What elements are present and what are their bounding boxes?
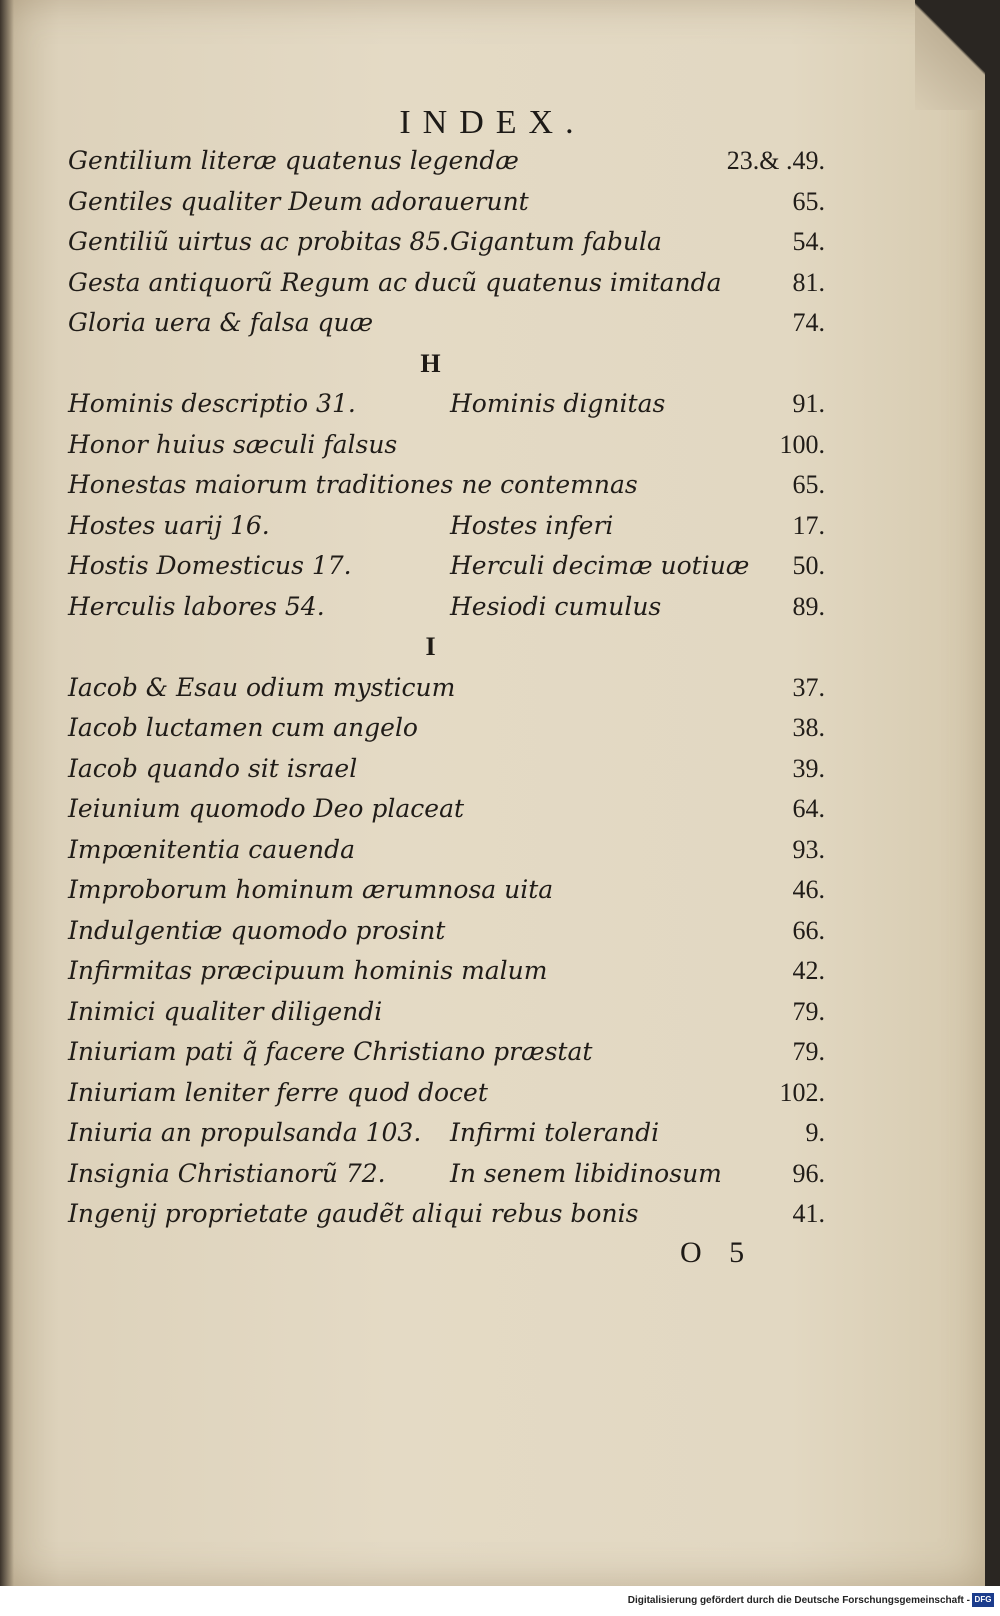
index-entries bbox=[0, 140, 985, 1234]
index-entry bbox=[0, 869, 985, 910]
page-number: 42. bbox=[792, 956, 825, 985]
section-letter bbox=[0, 343, 985, 384]
index-entry bbox=[0, 383, 985, 424]
index-entry bbox=[0, 829, 985, 870]
entry-text-second: In senem libidinosum bbox=[450, 1158, 722, 1188]
entry-text: Ingenij proprietate gaudẽt aliqui rebus bonis bbox=[68, 1199, 639, 1228]
entry-text-second: Infirmi tolerandi bbox=[450, 1118, 660, 1147]
page-number: 23.& .49. bbox=[726, 146, 825, 175]
page-number: 100. bbox=[779, 429, 825, 459]
index-entry bbox=[0, 991, 985, 1032]
index-entry bbox=[0, 221, 985, 262]
footer-bar bbox=[0, 1586, 1000, 1616]
entry-text: Hominis descriptio 31. bbox=[68, 389, 356, 418]
page-number: 93. bbox=[792, 834, 825, 864]
page-number: 91. bbox=[792, 389, 825, 418]
page-number: 81. bbox=[792, 267, 825, 297]
entry-text: Iacob & Esau odium mysticum bbox=[68, 672, 456, 702]
entry-text: Ieiunium quomodo Deo placeat bbox=[68, 794, 465, 823]
page-number: 50. bbox=[792, 551, 825, 580]
index-entry bbox=[0, 1193, 985, 1234]
index-entry bbox=[0, 140, 985, 181]
page-header: INDEX. bbox=[399, 104, 586, 141]
page-number: 96. bbox=[792, 1158, 825, 1188]
entry-text-second: Hostes inferi bbox=[450, 510, 614, 540]
page-number: 66. bbox=[792, 915, 825, 945]
entry-text: Gentiles qualiter Deum adorauerunt bbox=[68, 186, 529, 216]
entry-text: Hostes uarij 16. bbox=[68, 510, 270, 540]
entry-text: Iniuriam leniter ferre quod docet bbox=[68, 1077, 488, 1107]
page-number: 41. bbox=[792, 1199, 825, 1228]
page-number: 65. bbox=[792, 470, 825, 499]
index-entry bbox=[0, 788, 985, 829]
index-entry bbox=[0, 748, 985, 789]
page-number: 74. bbox=[792, 308, 825, 337]
index-entry bbox=[0, 1072, 985, 1113]
page-number: 9. bbox=[805, 1118, 825, 1147]
index-entry bbox=[0, 1153, 985, 1194]
index-entry bbox=[0, 464, 985, 505]
entry-text: Gloria uera & falsa quæ bbox=[68, 308, 374, 337]
index-entry bbox=[0, 545, 985, 586]
page-number: 54. bbox=[792, 227, 825, 256]
entry-text-second: Hesiodi cumulus bbox=[450, 591, 662, 621]
page-number: 46. bbox=[792, 875, 825, 904]
entry-text-second: Gigantum fabula bbox=[450, 227, 662, 256]
page-number: 79. bbox=[792, 996, 825, 1026]
index-entry bbox=[0, 262, 985, 303]
index-entry bbox=[0, 302, 985, 343]
entry-text-second: Herculi decimæ uotiuæ bbox=[450, 551, 750, 580]
funding-notice: Digitalisierung gefördert durch die Deutsche Forschungsgemeinschaft - bbox=[627, 1595, 970, 1606]
page-number: 102. bbox=[779, 1077, 825, 1107]
entry-text: Indulgentiæ quomodo prosint bbox=[68, 915, 446, 945]
page-number: 64. bbox=[792, 794, 825, 823]
page-number: 38. bbox=[792, 713, 825, 742]
page-number: 89. bbox=[792, 591, 825, 621]
entry-text: Improborum hominum ærumnosa uita bbox=[68, 875, 554, 904]
page-number: 79. bbox=[792, 1037, 825, 1066]
page-number: 17. bbox=[792, 510, 825, 540]
index-entry bbox=[0, 505, 985, 546]
entry-text-second: Hominis dignitas bbox=[450, 389, 666, 418]
index-entry bbox=[0, 181, 985, 222]
section-letter-text: H bbox=[420, 348, 441, 378]
entry-text: Iniuriam pati q̃ facere Christiano præstat bbox=[68, 1037, 593, 1066]
entry-text: Impœnitentia cauenda bbox=[68, 834, 356, 864]
index-entry bbox=[0, 424, 985, 465]
entry-text: Insignia Christianorũ 72. bbox=[68, 1158, 386, 1188]
entry-text: Inimici qualiter diligendi bbox=[68, 996, 383, 1026]
entry-text: Gentiliũ uirtus ac probitas 85. bbox=[68, 227, 450, 256]
index-entry bbox=[0, 1031, 985, 1072]
index-entry bbox=[0, 950, 985, 991]
entry-text: Iacob luctamen cum angelo bbox=[68, 713, 418, 742]
dfg-logo: DFG bbox=[972, 1593, 994, 1607]
page-number: 37. bbox=[792, 672, 825, 702]
entry-text: Herculis labores 54. bbox=[68, 591, 325, 621]
page-number: 39. bbox=[792, 753, 825, 783]
index-entry bbox=[0, 586, 985, 627]
section-letter-text: I bbox=[425, 632, 436, 661]
catchword: O 5 bbox=[680, 1236, 755, 1269]
page-number: 65. bbox=[792, 186, 825, 216]
entry-text: Honestas maiorum traditiones ne contemnas bbox=[68, 470, 638, 499]
index-entry bbox=[0, 667, 985, 708]
entry-text: Gesta antiquorũ Regum ac ducũ quatenus imitanda bbox=[68, 267, 722, 297]
index-entry bbox=[0, 707, 985, 748]
entry-text: Iacob quando sit israel bbox=[68, 753, 358, 783]
folded-corner bbox=[915, 0, 985, 110]
index-entry bbox=[0, 910, 985, 951]
entry-text: Honor huius sæculi falsus bbox=[68, 429, 398, 459]
entry-text: Infirmitas præcipuum hominis malum bbox=[68, 956, 548, 985]
index-entry bbox=[0, 1112, 985, 1153]
entry-text: Gentilium literæ quatenus legendæ bbox=[68, 146, 519, 175]
section-letter bbox=[0, 626, 985, 667]
entry-text: Hostis Domesticus 17. bbox=[68, 551, 352, 580]
entry-text: Iniuria an propulsanda 103. bbox=[68, 1118, 422, 1147]
